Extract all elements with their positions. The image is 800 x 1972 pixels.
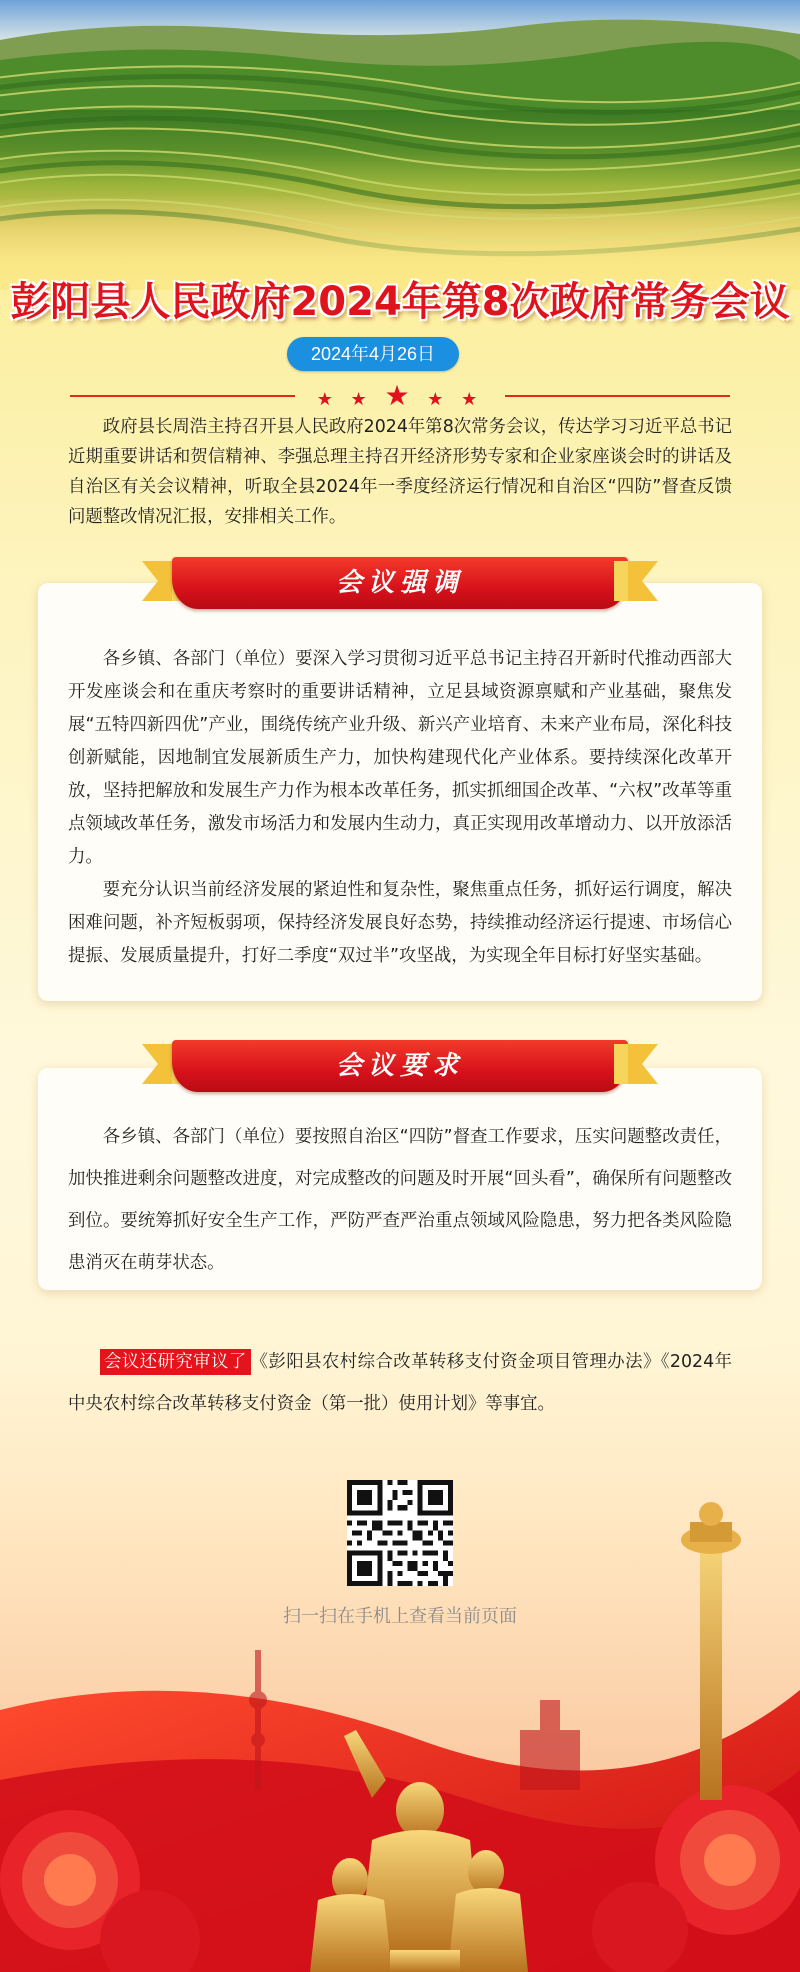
- star-icon-large: ★: [384, 379, 416, 412]
- star-divider: [70, 381, 730, 411]
- qr-code: [347, 1480, 453, 1586]
- section-heading: 会议强调: [335, 568, 464, 598]
- stars-group: [70, 381, 730, 415]
- section-heading: 会议要求: [335, 1051, 464, 1081]
- research-highlight: 会议还研究审议了: [100, 1349, 251, 1375]
- research-text: 《彭阳县农村综合改革转移支付资金项目管理办法》《2024年中央农村综合改革转移支付资金（第一批）使用计划》等事宜。: [68, 1352, 732, 1414]
- emphasis-content: [68, 643, 732, 973]
- qr-caption: 扫一扫在手机上查看当前页面: [283, 1606, 517, 1627]
- emphasis-ribbon: [142, 557, 658, 615]
- page-title: 彭阳县人民政府2024年第8次政府常务会议: [10, 279, 790, 325]
- requirements-paragraph: 各乡镇、各部门（单位）要按照自治区“四防”督查工作要求，压实问题整改责任，加快推进剩余问题整改进度，对完成整改的问题及时开展“回头看”，确保所有问题整改到位。要统筹抓好安全生产工作，严防严查严治重点领域风险隐患，努力把各类风险隐患消灭在萌芽状态。: [68, 1127, 732, 1273]
- star-icon: ★ ★: [427, 389, 484, 410]
- terraced-fields-illustration: [0, 0, 800, 290]
- intro-paragraph: 政府县长周浩主持召开县人民政府2024年第8次常务会议，传达学习习近平总书记近期重要讲话和贺信精神、李强总理主持召开经济形势专家和企业家座谈会时的讲话及自治区有关会议精神，听取全县2024年一季度经济运行情况和自治区“四防”督查反馈问题整改情况汇报，安排相关工作。: [68, 417, 733, 527]
- requirements-ribbon: [142, 1040, 658, 1098]
- emphasis-card: [38, 583, 762, 1001]
- requirements-card: [38, 1068, 762, 1290]
- requirements-content: [68, 1116, 732, 1284]
- star-icon: ★ ★: [316, 389, 373, 410]
- emphasis-paragraph: 要充分认识当前经济发展的紧迫性和复杂性，聚焦重点任务，抓好运行调度，解决困难问题，补齐短板弱项，保持经济发展良好态势，持续推动经济运行提速、市场信心提振、发展质量提升，打好二季度“双过半”攻坚战，为实现全年目标打好坚实基础。: [68, 880, 732, 966]
- research-paragraph: [68, 1341, 732, 1425]
- header-banner-image: [0, 0, 800, 290]
- date-badge: 2024年4月26日: [287, 337, 459, 371]
- emphasis-paragraph: 各乡镇、各部门（单位）要深入学习贯彻习近平总书记主持召开新时代推动西部大开发座谈会和在重庆考察时的重要讲话精神，立足县域资源禀赋和产业基础，聚焦发展“五特四新四优”产业，围绕传统产业升级、新兴产业培育、未来产业布局，深化科技创新赋能，因地制宜发展新质生产力，加快构建现代化产业体系。要持续深化改革开放，坚持把解放和发展生产力作为根本改革任务，抓实抓细国企改革、“六权”改革等重点领域改革任务，激发市场活力和发展内生动力，真正实现用改革增动力、以开放添活力。: [68, 649, 732, 867]
